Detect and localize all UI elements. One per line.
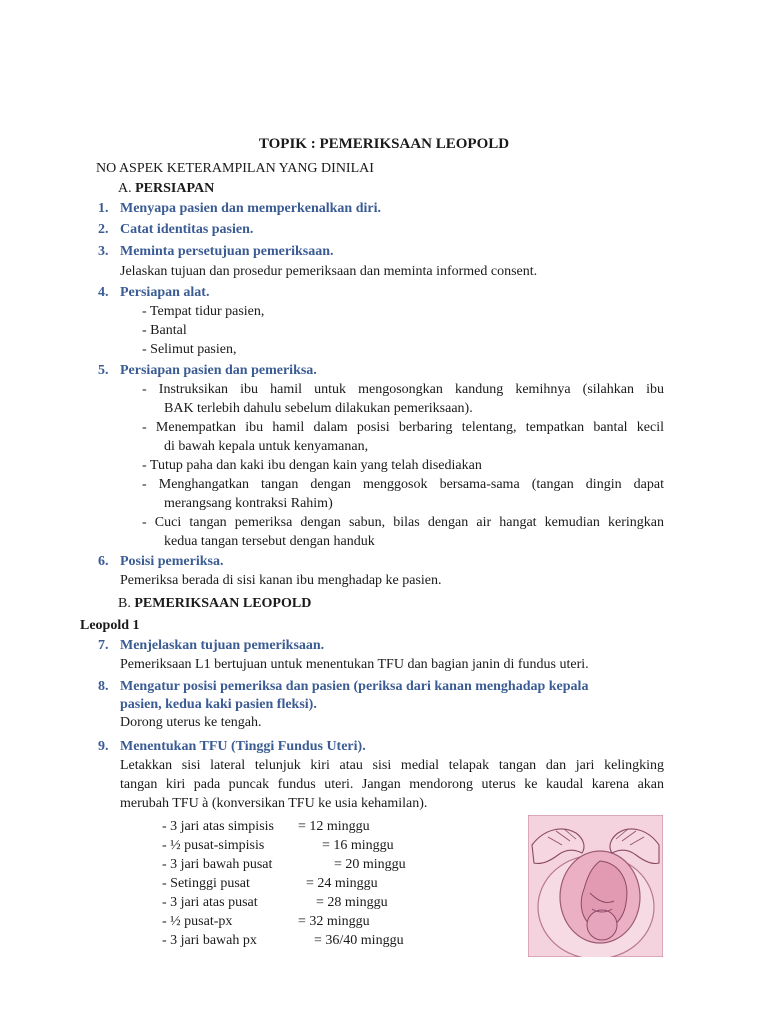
tfu-value: = 12 minggu [298, 819, 370, 834]
item-number: 9. [98, 739, 109, 754]
item-6-description: Pemeriksa berada di sisi kanan ibu menghadap ke pasien. [120, 573, 442, 588]
item-2 [98, 221, 253, 239]
leopold-illustration [528, 815, 663, 957]
item-title: Catat identitas pasien. [120, 222, 254, 237]
item-number: 8. [98, 679, 109, 694]
item-3 [98, 243, 334, 261]
tfu-label: - ½ pusat-simpisis [162, 838, 265, 853]
item-5 [98, 362, 317, 380]
item-8 [98, 678, 588, 696]
leopold-1-heading: Leopold 1 [80, 618, 140, 633]
item-title: Posisi pemeriksa. [120, 554, 224, 569]
tfu-label: - ½ pusat-px [162, 914, 233, 929]
item-9-paragraph: Letakkan sisi lateral telunjuk kiri atau sisi medial telapak tangan dan jari kelingking [120, 758, 664, 773]
preparation-step-cont: BAK terlebih dahulu sebelum dilakukan pemeriksaan). [164, 401, 473, 416]
preparation-step: - Menempatkan ibu hamil dalam posisi berbaring telentang, tempatkan bantal kecil [142, 420, 664, 435]
item-8-description: Dorong uterus ke tengah. [120, 715, 262, 730]
assessment-subtitle: NO ASPEK KETERAMPILAN YANG DINILAI [96, 161, 374, 176]
item-number: 3. [98, 244, 109, 259]
tfu-value: = 16 minggu [322, 838, 394, 853]
section-b-label: PEMERIKSAAN LEOPOLD [134, 596, 312, 611]
tfu-label: - Setinggi pusat [162, 876, 250, 891]
item-title: Menyapa pasien dan memperkenalkan diri. [120, 201, 381, 216]
item-7 [98, 637, 324, 655]
item-1 [98, 200, 381, 218]
item-title: Persiapan alat. [120, 285, 210, 300]
item-title: Meminta persetujuan pemeriksaan. [120, 244, 334, 259]
item-4 [98, 284, 209, 302]
item-number: 1. [98, 201, 109, 216]
item-number: 4. [98, 285, 109, 300]
item-number: 7. [98, 638, 109, 653]
preparation-step: - Tutup paha dan kaki ibu dengan kain yang telah disediakan [142, 458, 482, 473]
section-a-heading [118, 180, 214, 198]
preparation-step-cont: kedua tangan tersebut dengan handuk [164, 534, 375, 549]
preparation-step-cont: merangsang kontraksi Rahim) [164, 496, 333, 511]
item-9-paragraph: merubah TFU à (konversikan TFU ke usia kehamilan). [120, 796, 428, 811]
tfu-label: - 3 jari atas simpisis [162, 819, 274, 834]
section-a-letter: A. [118, 181, 132, 196]
section-a-label: PERSIAPAN [135, 181, 215, 196]
item-7-description: Pemeriksaan L1 bertujuan untuk menentukan TFU dan bagian janin di fundus uteri. [120, 657, 589, 672]
section-b-letter: B. [118, 596, 131, 611]
tfu-value: = 32 minggu [298, 914, 370, 929]
section-b-heading [118, 595, 311, 613]
item-3-description: Jelaskan tujuan dan prosedur pemeriksaan dan meminta informed consent. [120, 264, 538, 279]
tfu-label: - 3 jari bawah px [162, 933, 257, 948]
tfu-value: = 36/40 minggu [314, 933, 404, 948]
item-number: 6. [98, 554, 109, 569]
equipment-item: - Tempat tidur pasien, [142, 304, 265, 319]
leopold-maneuver-image [528, 815, 663, 957]
tfu-label: - 3 jari bawah pusat [162, 857, 273, 872]
item-8-title-cont: pasien, kedua kaki pasien fleksi). [120, 697, 317, 712]
tfu-value: = 24 minggu [306, 876, 378, 891]
item-6 [98, 553, 223, 571]
equipment-item: - Bantal [142, 323, 187, 338]
equipment-item: - Selimut pasien, [142, 342, 237, 357]
item-9-paragraph: tangan kiri pada puncak fundus uteri. Jangan mendorong uterus ke kaudal karena akan [120, 777, 664, 792]
tfu-value: = 20 minggu [334, 857, 406, 872]
item-number: 5. [98, 363, 109, 378]
item-title: Menentukan TFU (Tinggi Fundus Uteri). [120, 739, 366, 754]
tfu-label: - 3 jari atas pusat [162, 895, 258, 910]
item-number: 2. [98, 222, 109, 237]
item-title: Mengatur posisi pemeriksa dan pasien (periksa dari kanan menghadap kepala [120, 679, 589, 694]
page-title: TOPIK : PEMERIKSAAN LEOPOLD [258, 136, 510, 152]
tfu-value: = 28 minggu [316, 895, 388, 910]
preparation-step-cont: di bawah kepala untuk kenyamanan, [164, 439, 369, 454]
preparation-step: - Menghangatkan tangan dengan menggosok bersama-sama (tangan dingin dapat [142, 477, 664, 492]
item-title: Persiapan pasien dan pemeriksa. [120, 363, 317, 378]
item-title: Menjelaskan tujuan pemeriksaan. [120, 638, 325, 653]
preparation-step: - Instruksikan ibu hamil untuk mengosongkan kandung kemihnya (silahkan ibu [142, 382, 664, 397]
item-9 [98, 738, 366, 756]
preparation-step: - Cuci tangan pemeriksa dengan sabun, bilas dengan air hangat kemudian keringkan [142, 515, 664, 530]
